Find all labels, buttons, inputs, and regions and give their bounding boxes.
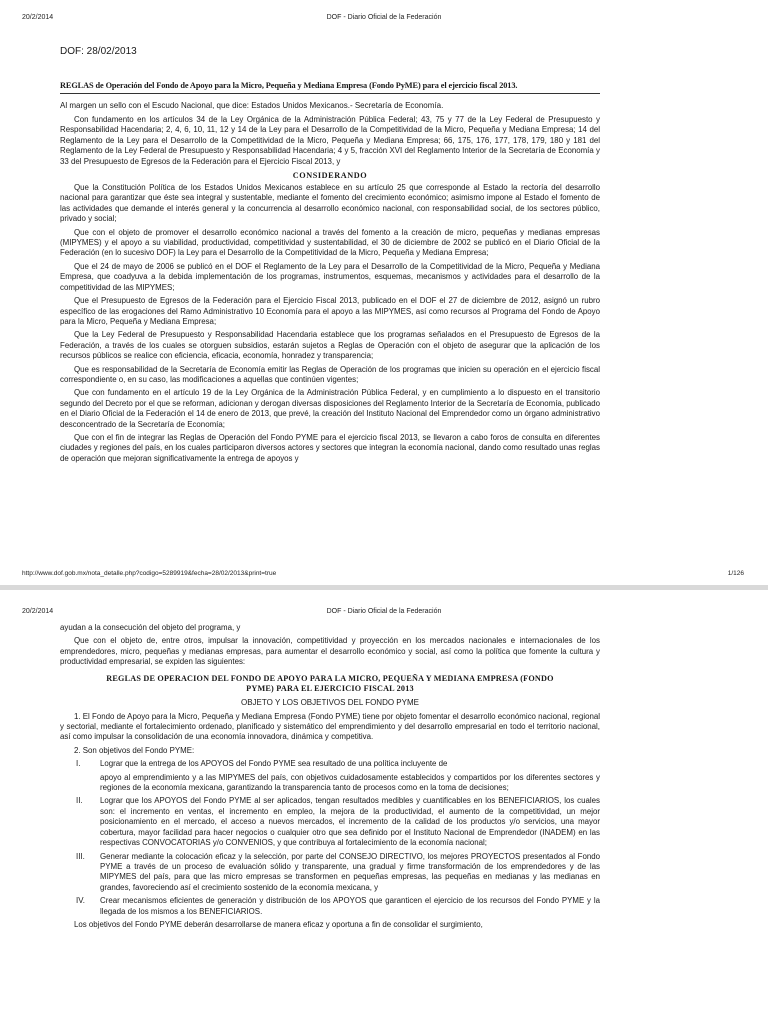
objective-text: Generar mediante la colocación eficaz y la selección, por parte del CONSEJO DIRECTIVO, los mejores PROYECTOS presentados al Fondo PYME a través de un proceso de evaluación sólido y transparente, una gradual y firme transformación de los emprendedores y de las MIPYMES del país, para que las micro empresas se transformen en pequeñas empresas, las pequeñas en medianas y las medianas en grandes, favoreciendo así el crecimiento sostenido de la economía mexicana, y (100, 851, 600, 892)
objective-number: II. (76, 796, 83, 806)
point-1: 1. El Fondo de Apoyo para la Micro, Pequeña y Mediana Empresa (Fondo PYME) tiene por objeto fomentar el desarrollo económico nacional, regional y sectorial, mediante el fortalecimiento ordenado, planificado y sistemático del emprendimiento y del desarrollo empresarial en todo el territorio nacional, así como impulsar la consolidación de una economía innovadora, dinámica y competitiva. (60, 711, 600, 742)
intro-paragraph: Con fundamento en los artículos 34 de la Ley Orgánica de la Administración Pública Federal; 43, 75 y 77 de la Ley Federal de Presupuesto y Responsabilidad Hacendaria; 2, 4, 6, 10, 11, 12 y 14 de la Ley para el Desarrollo de la Competitividad de la Micro, Pequeña y Mediana Empresa; 14 del Reglamento de la Ley para el Desarrollo de la Competitividad de la Micro, Pequeña y Mediana Empresa; 66, 175, 176, 177, 178, 179, 180 y 181 del Reglamento de la Ley Federal de Presupuesto y Responsabilidad Hacendaria; 4 y 5, fracción XVI del Reglamento Interior de la Secretaría de Economía y 33 del Presupuesto de Egresos de la Federación para el Ejercicio Fiscal 2013, y (60, 115, 600, 166)
considerando-heading: CONSIDERANDO (292, 171, 368, 181)
rule-title-block (60, 81, 600, 94)
page-separator (0, 585, 768, 590)
closing-text: Los objetivos del Fondo PYME deberán desarrollarse de manera eficaz y oportuna a fin de consolidar el surgimiento, (74, 919, 483, 929)
considerando-paragraph: Que la Constitución Política de los Estados Unidos Mexicanos establece en su artículo 25 que corresponde al Estado la rectoría del desarrollo nacional para garantizar que éste sea integral y sustentable, mediante el fomento del crecimiento económico; asimismo impone al Estado el fomento de las actividades que demande el interés general y la concurrencia al desarrollo económico nacional, con responsabilidad social, de los sectores público, privado y social; (60, 183, 600, 224)
objective-item (60, 796, 600, 848)
objective-text: Lograr que los APOYOS del Fondo PYME al ser aplicados, tengan resultados medibles y cuantificables en los BENEFICIARIOS, los cuales son: el incremento en ventas, el incremento en empleo, la mejora de la productividad, el aumento de la competitividad, un mejor posicionamiento en el mercado, el acceso a nuevos mercados, el incremento de la calidad de los productos y/o servicios, una mayor cobertura, mayor facilidad para hacer negocios o cualquier otro que sea definido por el Instituto Nacional de Emprendedor (INADEM) en las respectivas CONVOCATORIAS y/o CONVENIOS, y que contribuya al fortalecimiento de la economía nacional; (100, 796, 600, 848)
footer-url: http://www.dof.gob.mx/nota_detalle.php?codigo=5289919&fecha=28/02/2013&print=true (22, 570, 277, 577)
considerando-paragraph: Que es responsabilidad de la Secretaría de Economía emitir las Reglas de Operación de los programas que inicien su operación en el ejercicio fiscal correspondiente o, en su caso, las modificaciones a aquellas que continúen vigentes; (60, 364, 600, 384)
objective-number: I. (76, 759, 81, 769)
intro-paragraph-2: Que con el objeto de, entre otros, impulsar la innovación, competitividad y proyección en los mercados nacionales e internacionales de los emprendedores, micro, pequeñas y medianas empresas, para aumentar el desarrollo económico y social, así como la política que fomente la cultura y productividad empresarial, se expiden las siguientes: (60, 636, 600, 667)
objective-item (60, 759, 600, 793)
objective-item (60, 896, 600, 917)
dof-date: DOF: 28/02/2013 (60, 46, 137, 57)
rule-title: REGLAS de Operación del Fondo de Apoyo para la Micro, Pequeña y Mediana Empresa (Fondo PyME) para el ejercicio fiscal 2013. (60, 81, 600, 94)
objective-item (60, 852, 600, 894)
considerando-paragraph: Que el 24 de mayo de 2006 se publicó en el DOF el Reglamento de la Ley para el Desarrollo de la Competitividad de la Micro, Pequeña y Mediana Empresa, que coadyuva a la debida implementación de los programas, instrumentos, esquemas, mecanismos y actividades para el desarrollo de la competitividad de las MIPYMES; (60, 261, 600, 292)
header-date-2: 20/2/2014 (22, 608, 54, 615)
considerando-paragraph: Que el Presupuesto de Egresos de la Federación para el Ejercicio Fiscal 2013, publicado en el DOF el 27 de diciembre de 2012, asignó un rubro específico de las erogaciones del Ramo Administrativo 10 Economía para el apoyo a las MIPYMES, así como recursos al Programa del Fondo de Apoyo para la Micro, Pequeña y Mediana Empresa; (60, 296, 600, 326)
considerando-paragraph: Que la Ley Federal de Presupuesto y Responsabilidad Hacendaria establece que los programas señalados en el Presupuesto de Egresos de la Federación, a través de los cuales se otorguen subsidios, estarán sujetos a Reglas de Operación con el objeto de asegurar que la aplicación de los recursos públicos se realice con eficiencia, eficacia, economía, honradez y transparencia; (60, 330, 600, 361)
dof-date-block (60, 46, 600, 57)
objectives-subheading: OBJETO Y LOS OBJETIVOS DEL FONDO PYME (241, 697, 419, 707)
page1-body (60, 101, 600, 467)
continuation-text: ayudan a la consecución del objeto del programa, y (60, 623, 241, 632)
header-title-2: DOF - Diario Oficial de la Federación (326, 608, 442, 615)
margin-note: Al margen un sello con el Escudo Nacional, que dice: Estados Unidos Mexicanos.- Secretaría de Economía. (60, 101, 444, 110)
considerando-paragraph: Que con fundamento en el artículo 19 de la Ley Orgánica de la Administración Pública Federal, y en cumplimiento a lo dispuesto en el transitorio segundo del Decreto por el que se reforman, adicionan y derogan diversas disposiciones del Reglamento Interior de la Secretaría de Economía, publicado en el Diario Oficial de la Federación el 14 de enero de 2013, que prevé, la creación del Instituto Nacional del Emprendedor como un órgano administrativo desconcentrado de la Secretaría de Economía; (60, 388, 600, 429)
point-2: 2. Son objetivos del Fondo PYME: (74, 745, 195, 755)
considerando-paragraph: Que con el fin de integrar las Reglas de Operación del Fondo PYME para el ejercicio fiscal 2013, se llevaron a cabo foros de consulta en diferentes ciudades y regiones del país, en los cuales participaron diversos actores y sectores que integran la economía nacional, dando como resultado unas reglas de operación que mejoran significativamente la entrega de apoyos y (60, 432, 600, 463)
considerando-list (60, 183, 600, 464)
header-date: 20/2/2014 (22, 14, 54, 21)
objective-lead: Lograr que la entrega de los APOYOS del Fondo PYME sea resultado de una política incluyente de (100, 759, 448, 769)
objectives-list (60, 759, 600, 917)
page2-body (60, 623, 600, 930)
considerando-paragraph: Que con el objeto de promover el desarrollo económico nacional a través del fomento a la creación de micro, pequeñas y medianas empresas (MIPYMES) y el apoyo a su viabilidad, productividad, competitividad y sustentabilidad, el 30 de diciembre de 2002 se publicó en el Diario Oficial de la Federación (en lo sucesivo DOF) la Ley para el Desarrollo de la Competitividad de la Micro, Pequeña y Mediana Empresa; (60, 227, 600, 258)
header-title: DOF - Diario Oficial de la Federación (326, 14, 442, 21)
objective-text: apoyo al emprendimiento y a las MIPYMES del país, con objetivos cuidadosamente establecidos y compartidos por los diferentes sectores y regiones de la economía mexicana, garantizando la transparencia tanto de procesos como en la toma de decisiones; (100, 772, 600, 793)
objective-number: IV. (76, 896, 85, 906)
objective-number: III. (76, 851, 85, 861)
rules-heading: REGLAS DE OPERACION DEL FONDO DE APOYO PARA LA MICRO, PEQUEÑA Y MEDIANA EMPRESA (FONDO PYME) PARA EL EJERCICIO FISCAL 2013 (106, 673, 554, 693)
objective-text: Crear mecanismos eficientes de generación y distribución de los APOYOS que garanticen el ejercicio de los recursos del Fondo PYME y la llegada de los mismos a los BENEFICIARIOS. (100, 896, 600, 916)
footer-page-number: 1/126 (727, 570, 744, 577)
